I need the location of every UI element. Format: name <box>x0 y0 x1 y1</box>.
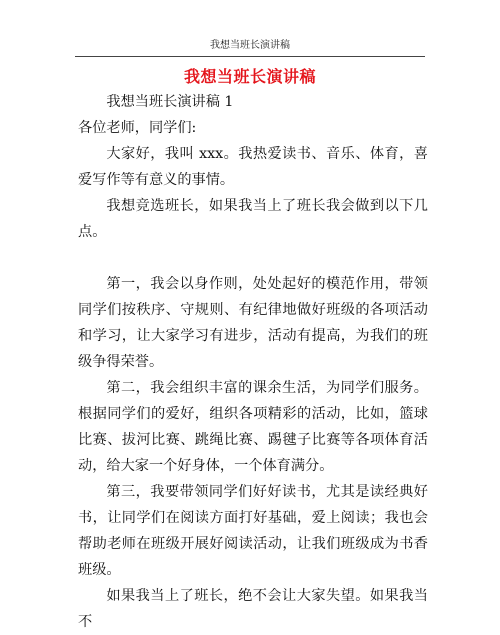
document-title: 我想当班长演讲稿 <box>183 67 316 86</box>
header-divider <box>75 56 425 57</box>
greeting: 各位老师，同学们: <box>78 120 197 136</box>
paragraph-second-point: 第二，我会组织丰富的课余生活，为同学们服务。根据同学们的爱好，组织各项精彩的活动，比如，篮球比赛、拔河比赛、跳绳比赛、踢毽子比赛等各项体育活动，给大家一个好身体，一个体育满分。 <box>78 380 428 474</box>
paragraph-third-point: 第三，我要带领同学们好好读书，尤其是读经典好书，让同学们在阅读方面打好基础，爱上阅读；我也会帮助老师在班级开展好阅读活动，让我们班级成为书香班级。 <box>78 484 428 578</box>
paragraph-closing: 如果我当上了班长，绝不会让大家失望。如果我当不 <box>78 588 428 630</box>
paragraph-intro: 大家好，我叫 xxx。我热爱读书、音乐、体育，喜爱写作等有意义的事情。 <box>78 146 428 188</box>
running-header: 我想当班长演讲稿 <box>210 40 290 51</box>
document-subtitle: 我想当班长演讲稿 1 <box>106 94 234 110</box>
document-body <box>78 89 428 635</box>
blank-line <box>78 245 428 271</box>
paragraph-campaign: 我想竞选班长，如果我当上了班长我会做到以下几点。 <box>78 198 428 240</box>
paragraph-first-point: 第一，我会以身作则，处处起好的模范作用，带领同学们按秩序、守规则、有纪律地做好班级的各项活动和学习，让大家学习有进步，活动有提高，为我们的班级争得荣誉。 <box>78 276 428 370</box>
